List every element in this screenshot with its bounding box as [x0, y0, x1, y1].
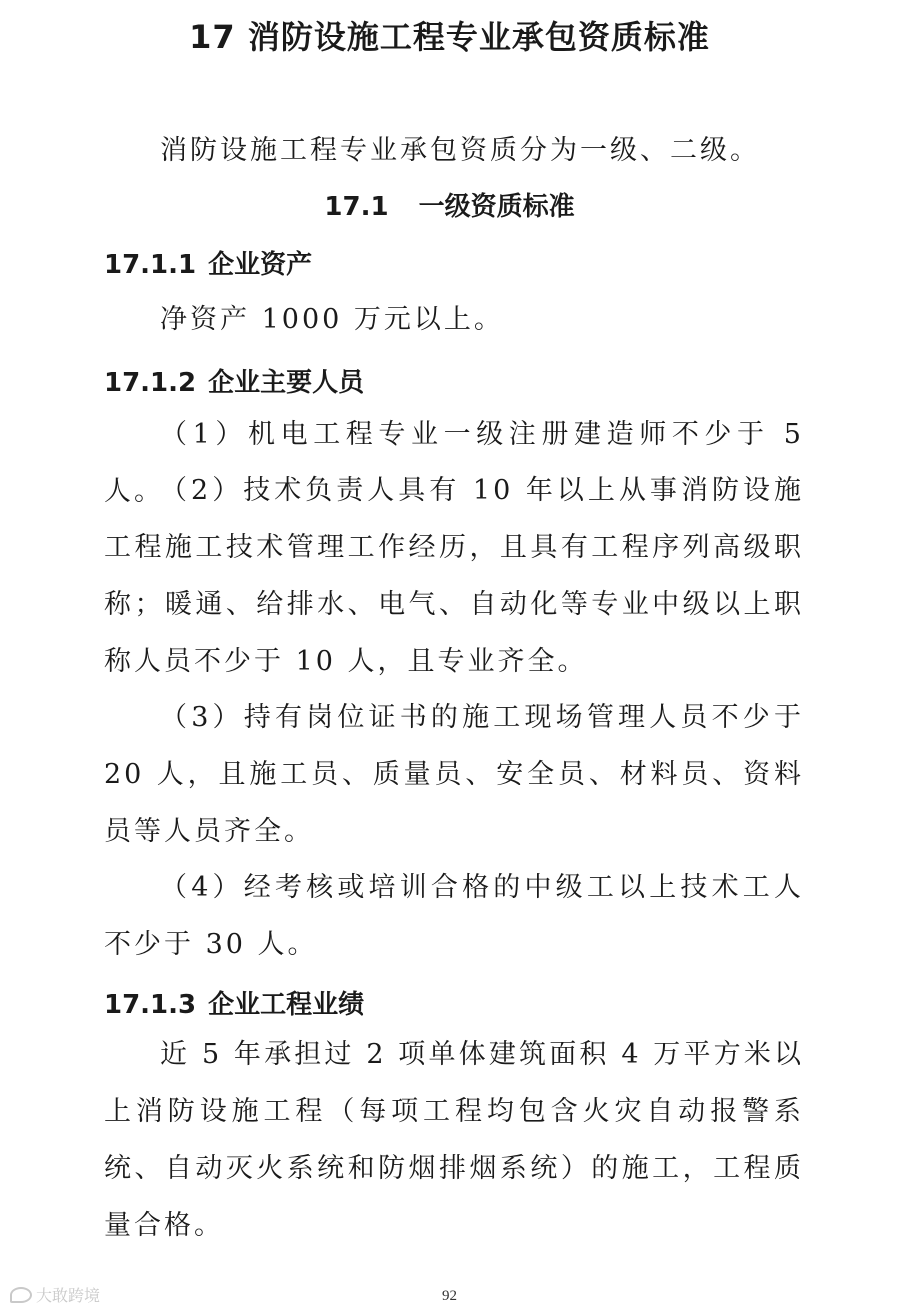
- chat-bubble-icon: [10, 1287, 32, 1303]
- heading-personnel: [104, 362, 364, 399]
- watermark-text: 大敢跨境: [36, 1286, 101, 1305]
- section-title: 一级资质标准: [418, 192, 575, 222]
- heading-number: 17.1.3: [104, 990, 197, 1020]
- section-number: 17.1: [324, 192, 389, 222]
- heading-number: 17.1.2: [104, 368, 197, 398]
- paragraph-item-1: （1）机电工程专业一级注册建造师不少于 5 人。: [104, 419, 804, 507]
- heading-title: 企业主要人员: [208, 368, 365, 398]
- document-title: 17 消防设施工程专业承包资质标准: [189, 18, 710, 56]
- watermark: [10, 1283, 100, 1306]
- section-heading: [0, 186, 899, 223]
- heading-performance: [104, 984, 364, 1021]
- paragraph-item-3: （3）持有岗位证书的施工现场管理人员不少于 20 人，且施工员、质量员、安全员、材料员、资料员等人员齐全。: [104, 702, 804, 847]
- intro-paragraph: 消防设施工程专业承包资质分为一级、二级。: [160, 135, 760, 166]
- heading-title: 企业工程业绩: [208, 990, 365, 1020]
- heading-assets: [104, 244, 312, 281]
- paragraph-item-4: （4）经考核或培训合格的中级工以上技术工人不少于 30 人。: [104, 872, 804, 960]
- heading-title: 企业资产: [208, 250, 313, 280]
- heading-number: 17.1.1: [104, 250, 197, 280]
- paragraph-item-2: （2）技术负责人具有 10 年以上从事消防设施工程施工技术管理工作经历，且具有工程序列高级职称；暖通、给排水、电气、自动化等专业中级以上职称人员不少于 10 人，且专业齐全。: [104, 475, 804, 677]
- paragraph-net-assets: 净资产 1000 万元以上。: [160, 304, 504, 335]
- paragraph-performance: 近 5 年承担过 2 项单体建筑面积 4 万平方米以上消防设施工程（每项工程均包含火灾自动报警系统、自动灭火系统和防烟排烟系统）的施工，工程质量合格。: [104, 1039, 804, 1241]
- page-number: 92: [442, 1288, 457, 1304]
